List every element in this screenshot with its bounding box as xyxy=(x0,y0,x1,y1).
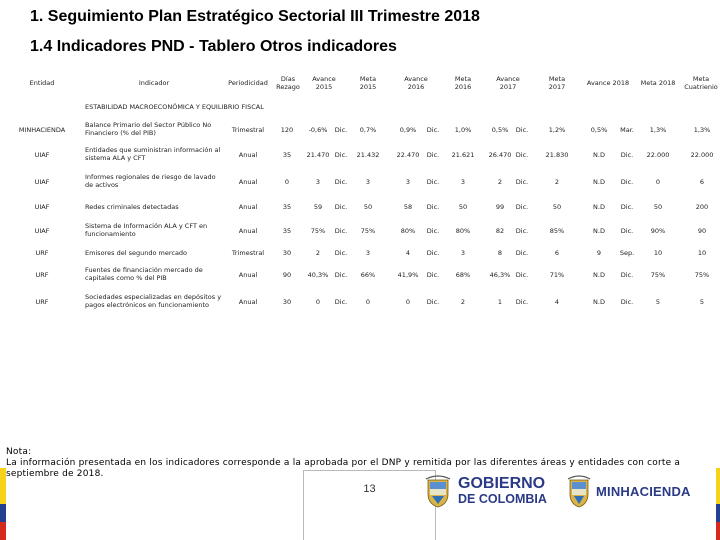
row-periodicidad: Anual xyxy=(238,178,258,186)
row-avance-2018-month: Dic. xyxy=(620,271,634,279)
row-indicador: Informes regionales de riesgo de lavado de activos xyxy=(85,173,216,189)
gobierno-line1: GOBIERNO xyxy=(458,475,546,492)
row-avance-2017: 99 xyxy=(495,203,505,211)
row-entidad: UIAF xyxy=(34,203,50,211)
row-meta-cuatrienio: 75% xyxy=(694,271,710,279)
row-meta-2015: 50 xyxy=(363,203,373,211)
row-meta-2015: 66% xyxy=(360,271,376,279)
row-indicador: Emisores del segundo mercado xyxy=(85,249,188,257)
row-avance-2015: 75% xyxy=(310,227,326,235)
row-indicador: Entidades que suministran información al sistema ALA y CFT xyxy=(85,146,221,162)
row-avance-2018: N.D xyxy=(593,151,605,159)
row-avance-2015: 2 xyxy=(315,249,321,257)
row-avance-2015-month: Dic. xyxy=(334,249,348,257)
row-dias: 35 xyxy=(282,203,292,211)
header-meta-2017: Meta 2017 xyxy=(548,75,566,91)
row-meta-cuatrienio: 22.000 xyxy=(690,151,714,159)
row-meta-2018: 75% xyxy=(650,271,666,279)
row-meta-2017: 4 xyxy=(554,298,560,306)
row-periodicidad: Trimestral xyxy=(231,249,265,257)
row-avance-2015-month: Dic. xyxy=(334,126,348,134)
row-indicador: Sociedades especializadas en depósitos y pagos electrónicos en funcionamiento xyxy=(85,293,222,309)
row-avance-2016: 0,9% xyxy=(399,126,417,134)
row-meta-cuatrienio: 1,3% xyxy=(693,126,711,134)
row-avance-2016-month: Dic. xyxy=(426,126,440,134)
row-dias: 30 xyxy=(282,249,292,257)
row-meta-2017: 1,2% xyxy=(548,126,566,134)
row-avance-2017-month: Dic. xyxy=(515,151,529,159)
row-avance-2018-month: Dic. xyxy=(620,151,634,159)
row-avance-2018: N.D xyxy=(593,227,605,235)
page-number: 13 xyxy=(363,483,376,495)
row-meta-2015: 21.432 xyxy=(356,151,380,159)
row-avance-2017: 8 xyxy=(497,249,503,257)
row-avance-2018-month: Dic. xyxy=(620,227,634,235)
row-entidad: URF xyxy=(35,298,49,306)
row-meta-2015: 75% xyxy=(360,227,376,235)
row-avance-2018: 9 xyxy=(596,249,602,257)
row-avance-2015-month: Dic. xyxy=(334,227,348,235)
row-avance-2016: 41,9% xyxy=(397,271,419,279)
page-subtitle: 1.4 Indicadores PND - Tablero Otros indicadores xyxy=(30,38,397,55)
row-avance-2016-month: Dic. xyxy=(426,227,440,235)
row-meta-cuatrienio: 200 xyxy=(695,203,709,211)
row-avance-2015-month: Dic. xyxy=(334,178,348,186)
row-meta-2016: 3 xyxy=(460,178,466,186)
row-avance-2016: 0 xyxy=(405,298,411,306)
row-meta-2018: 1,3% xyxy=(649,126,667,134)
row-meta-2017: 50 xyxy=(552,203,562,211)
row-dias: 120 xyxy=(280,126,294,134)
footnote-label: Nota: xyxy=(6,447,32,457)
header-indicador: Indicador xyxy=(138,79,170,87)
row-meta-2016: 50 xyxy=(458,203,468,211)
row-dias: 0 xyxy=(284,178,290,186)
header-meta-2015: Meta 2015 xyxy=(359,75,377,91)
header-meta-2016: Meta 2016 xyxy=(454,75,472,91)
row-meta-2018: 0 xyxy=(655,178,661,186)
row-avance-2017-month: Dic. xyxy=(515,271,529,279)
row-avance-2016-month: Dic. xyxy=(426,178,440,186)
row-indicador: Sistema de Información ALA y CFT en funcionamiento xyxy=(85,222,208,238)
row-indicador: Balance Primario del Sector Público No Financiero (% del PIB) xyxy=(85,121,212,137)
section-title: ESTABILIDAD MACROECONÓMICA Y EQUILIBRIO FISCAL xyxy=(85,103,264,111)
coat-of-arms-icon xyxy=(424,474,452,508)
header-avance-2016: Avance 2016 xyxy=(404,75,428,91)
row-entidad: UIAF xyxy=(34,227,50,235)
row-dias: 35 xyxy=(282,227,292,235)
row-entidad: UIAF xyxy=(34,151,50,159)
row-avance-2015: 3 xyxy=(315,178,321,186)
row-meta-2015: 0 xyxy=(365,298,371,306)
colombia-flag-stripe-left xyxy=(0,468,6,540)
header-avance-2017: Avance 2017 xyxy=(496,75,520,91)
row-meta-2015: 3 xyxy=(365,178,371,186)
row-avance-2017: 82 xyxy=(495,227,505,235)
row-meta-cuatrienio: 5 xyxy=(699,298,705,306)
row-meta-2015: 3 xyxy=(365,249,371,257)
row-avance-2018: N.D xyxy=(593,298,605,306)
row-avance-2016-month: Dic. xyxy=(426,298,440,306)
row-meta-2016: 1,0% xyxy=(454,126,472,134)
row-periodicidad: Anual xyxy=(238,227,258,235)
row-periodicidad: Anual xyxy=(238,203,258,211)
row-avance-2018: 0,5% xyxy=(590,126,608,134)
row-avance-2018-month: Mar. xyxy=(620,126,634,134)
row-dias: 30 xyxy=(282,298,292,306)
row-avance-2015: 0 xyxy=(315,298,321,306)
row-entidad: URF xyxy=(35,271,49,279)
row-avance-2015: 21.470 xyxy=(306,151,330,159)
row-meta-cuatrienio: 6 xyxy=(699,178,705,186)
gobierno-line2: DE COLOMBIA xyxy=(458,492,547,506)
row-avance-2017: 26.470 xyxy=(488,151,512,159)
row-avance-2017: 2 xyxy=(497,178,503,186)
row-meta-cuatrienio: 10 xyxy=(697,249,707,257)
row-avance-2018: N.D xyxy=(593,271,605,279)
header-avance-2015: Avance 2015 xyxy=(312,75,336,91)
row-avance-2016: 3 xyxy=(405,178,411,186)
row-meta-2018: 22.000 xyxy=(646,151,670,159)
row-meta-2016: 68% xyxy=(455,271,471,279)
row-avance-2016-month: Dic. xyxy=(426,249,440,257)
row-avance-2017: 0,5% xyxy=(491,126,509,134)
row-meta-2017: 21.830 xyxy=(545,151,569,159)
row-meta-2017: 2 xyxy=(554,178,560,186)
row-avance-2015: 59 xyxy=(313,203,323,211)
row-avance-2018-month: Dic. xyxy=(620,203,634,211)
row-periodicidad: Anual xyxy=(238,298,258,306)
row-periodicidad: Trimestral xyxy=(231,126,265,134)
header-dias-rezago: Días Rezago xyxy=(276,75,300,91)
row-avance-2015-month: Dic. xyxy=(334,271,348,279)
row-entidad: UIAF xyxy=(34,178,50,186)
row-avance-2016: 22.470 xyxy=(396,151,420,159)
row-meta-2018: 5 xyxy=(655,298,661,306)
row-avance-2017-month: Dic. xyxy=(515,126,529,134)
gobierno-de-colombia-logo xyxy=(424,472,554,512)
row-avance-2016-month: Dic. xyxy=(426,151,440,159)
row-meta-2015: 0,7% xyxy=(359,126,377,134)
row-avance-2015-month: Dic. xyxy=(334,203,348,211)
row-avance-2018: N.D xyxy=(593,203,605,211)
row-meta-cuatrienio: 90 xyxy=(697,227,707,235)
row-avance-2017-month: Dic. xyxy=(515,298,529,306)
row-indicador: Fuentes de financiación mercado de capitales como % del PIB xyxy=(85,266,203,282)
header-meta-cuatrienio: Meta Cuatrienio xyxy=(684,75,718,91)
row-avance-2017-month: Dic. xyxy=(515,227,529,235)
row-meta-2017: 71% xyxy=(549,271,565,279)
page-title: 1. Seguimiento Plan Estratégico Sectorial III Trimestre 2018 xyxy=(30,8,480,25)
row-avance-2015-month: Dic. xyxy=(334,298,348,306)
row-avance-2015-month: Dic. xyxy=(334,151,348,159)
row-meta-2018: 10 xyxy=(653,249,663,257)
row-periodicidad: Anual xyxy=(238,271,258,279)
row-avance-2016: 58 xyxy=(403,203,413,211)
row-entidad: URF xyxy=(35,249,49,257)
row-indicador: Redes criminales detectadas xyxy=(85,203,179,211)
row-meta-2017: 85% xyxy=(549,227,565,235)
row-avance-2018-month: Dic. xyxy=(620,178,634,186)
row-meta-2016: 80% xyxy=(455,227,471,235)
minhacienda-logo xyxy=(566,472,716,512)
row-avance-2017: 1 xyxy=(497,298,503,306)
row-avance-2015: 40,3% xyxy=(307,271,329,279)
gobierno-wordmark xyxy=(458,476,547,506)
row-meta-2016: 21.621 xyxy=(451,151,475,159)
row-meta-2016: 3 xyxy=(460,249,466,257)
header-meta-2018: Meta 2018 xyxy=(640,79,676,87)
minhacienda-wordmark: MINHACIENDA xyxy=(596,484,691,499)
row-meta-2016: 2 xyxy=(460,298,466,306)
header-periodicidad: Periodicidad xyxy=(228,79,268,87)
row-avance-2016-month: Dic. xyxy=(426,271,440,279)
row-avance-2016-month: Dic. xyxy=(426,203,440,211)
row-periodicidad: Anual xyxy=(238,151,258,159)
row-avance-2015: -0,6% xyxy=(308,126,328,134)
row-meta-2018: 90% xyxy=(650,227,666,235)
colombia-flag-stripe-right xyxy=(716,468,720,540)
row-avance-2017-month: Dic. xyxy=(515,203,529,211)
row-dias: 35 xyxy=(282,151,292,159)
row-entidad: MINHACIENDA xyxy=(18,126,66,134)
header-entidad: Entidad xyxy=(29,79,55,87)
row-meta-2017: 6 xyxy=(554,249,560,257)
row-avance-2018: N.D xyxy=(593,178,605,186)
row-dias: 90 xyxy=(282,271,292,279)
header-avance-2018: Avance 2018 xyxy=(586,79,630,87)
footnote-text: La información presentada en los indicadores corresponde a la aprobada por el DNP y remitida por las diferentes áreas y entidades con corte a septiembre de 2018. xyxy=(6,458,681,479)
row-avance-2017-month: Dic. xyxy=(515,178,529,186)
row-avance-2016: 4 xyxy=(405,249,411,257)
row-avance-2016: 80% xyxy=(400,227,416,235)
row-avance-2017: 46,3% xyxy=(489,271,511,279)
row-meta-2018: 50 xyxy=(653,203,663,211)
row-avance-2018-month: Dic. xyxy=(620,298,634,306)
coat-of-arms-icon xyxy=(566,474,592,508)
page-number-box xyxy=(303,470,436,540)
row-avance-2017-month: Dic. xyxy=(515,249,529,257)
row-avance-2018-month: Sep. xyxy=(619,249,635,257)
